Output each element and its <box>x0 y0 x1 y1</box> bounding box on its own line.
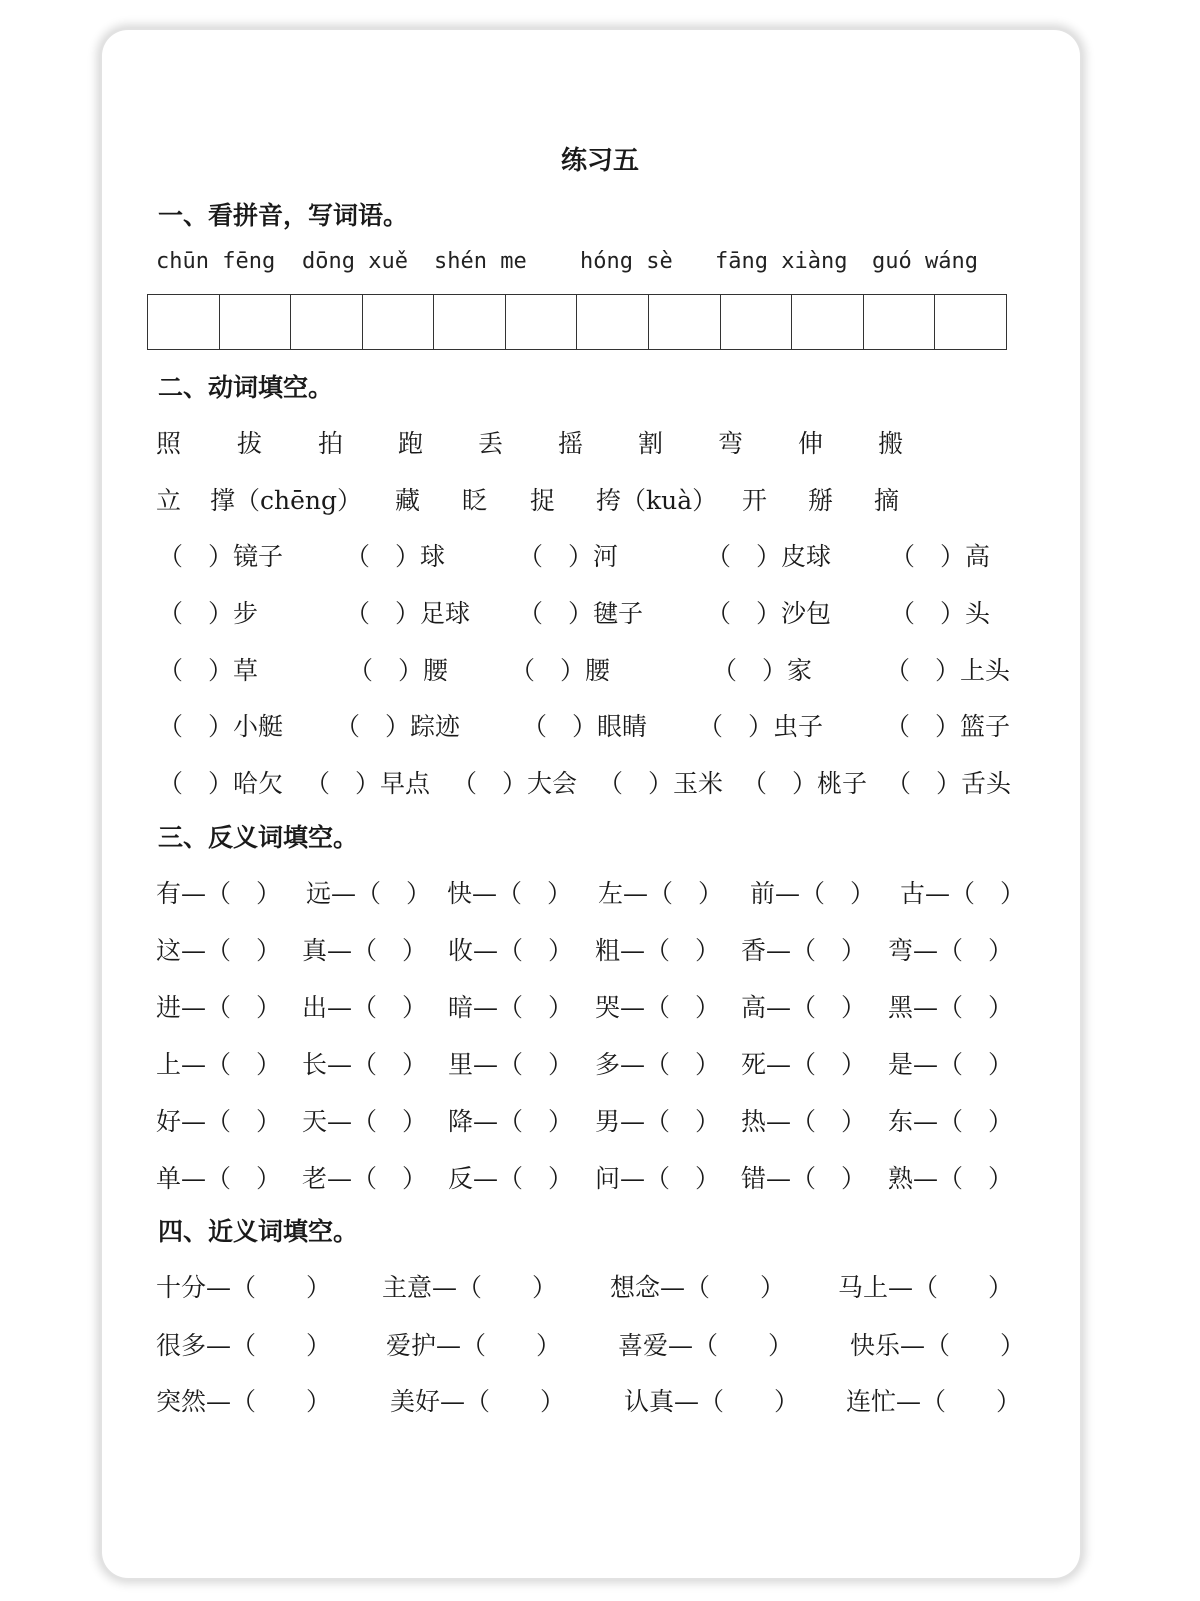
verb-item: 藏 <box>395 486 421 515</box>
fill-blank-item[interactable]: （ ）腰 <box>348 656 449 685</box>
antonym-item[interactable]: 热—（ ） <box>741 1107 867 1136</box>
verb-item: 照 <box>156 429 182 458</box>
fill-blank-item[interactable]: （ ）虫子 <box>698 712 824 741</box>
fill-blank-item[interactable]: （ ）镜子 <box>158 542 284 571</box>
fill-blank-item[interactable]: （ ）篮子 <box>885 712 1011 741</box>
verb-item: 跑 <box>398 429 424 458</box>
writing-box[interactable] <box>363 295 435 349</box>
synonym-item[interactable]: 快乐—（ ） <box>850 1331 1026 1360</box>
verb-item: 拍 <box>318 429 344 458</box>
synonym-item[interactable]: 想念—（ ） <box>610 1273 786 1302</box>
fill-blank-item[interactable]: （ ）玉米 <box>598 769 724 798</box>
synonym-item[interactable]: 很多—（ ） <box>156 1331 332 1360</box>
antonym-item[interactable]: 弯—（ ） <box>888 936 1014 965</box>
antonym-item[interactable]: 真—（ ） <box>302 936 428 965</box>
antonym-row <box>0 1159 1200 1199</box>
antonym-item[interactable]: 远—（ ） <box>306 879 432 908</box>
antonym-item[interactable]: 上—（ ） <box>156 1050 282 1079</box>
fill-blank-item[interactable]: （ ）哈欠 <box>158 769 284 798</box>
writing-box[interactable] <box>721 295 793 349</box>
antonym-item[interactable]: 多—（ ） <box>595 1050 721 1079</box>
fill-row <box>0 594 1200 634</box>
writing-box[interactable] <box>506 295 578 349</box>
antonym-item[interactable]: 哭—（ ） <box>595 993 721 1022</box>
pinyin-item: dōng xuě <box>302 249 408 274</box>
synonym-item[interactable]: 认真—（ ） <box>624 1387 800 1416</box>
fill-row <box>0 537 1200 577</box>
synonym-item[interactable]: 爱护—（ ） <box>386 1331 562 1360</box>
verb-item: 眨 <box>462 486 488 515</box>
antonym-row <box>0 874 1200 914</box>
fill-blank-item[interactable]: （ ）沙包 <box>706 599 832 628</box>
writing-box[interactable] <box>220 295 292 349</box>
antonym-item[interactable]: 出—（ ） <box>302 993 428 1022</box>
verb-item: 捉 <box>530 486 556 515</box>
verb-item: 立 <box>156 486 182 515</box>
verb-item: 搬 <box>878 429 904 458</box>
writing-box[interactable] <box>649 295 721 349</box>
fill-blank-item[interactable]: （ ）毽子 <box>518 599 644 628</box>
antonym-item[interactable]: 前—（ ） <box>750 879 876 908</box>
antonym-item[interactable]: 长—（ ） <box>302 1050 428 1079</box>
antonym-item[interactable]: 熟—（ ） <box>888 1164 1014 1193</box>
fill-blank-item[interactable]: （ ）高 <box>890 542 991 571</box>
antonym-row <box>0 1102 1200 1142</box>
antonym-row <box>0 931 1200 971</box>
pinyin-row <box>0 242 1200 282</box>
synonym-item[interactable]: 连忙—（ ） <box>846 1387 1022 1416</box>
antonym-item[interactable]: 老—（ ） <box>302 1164 428 1193</box>
writing-box[interactable] <box>577 295 649 349</box>
fill-blank-item[interactable]: （ ）河 <box>518 542 619 571</box>
fill-blank-item[interactable]: （ ）上头 <box>885 656 1011 685</box>
antonym-item[interactable]: 香—（ ） <box>741 936 867 965</box>
antonym-item[interactable]: 单—（ ） <box>156 1164 282 1193</box>
verb-row <box>0 481 1200 521</box>
antonym-item[interactable]: 快—（ ） <box>447 879 573 908</box>
antonym-row <box>0 1045 1200 1085</box>
fill-row <box>0 707 1200 747</box>
verb-item: 丢 <box>478 429 504 458</box>
verb-item: 撑（chēng） <box>210 486 363 515</box>
synonym-item[interactable]: 突然—（ ） <box>156 1387 332 1416</box>
antonym-row <box>0 988 1200 1028</box>
antonym-item[interactable]: 左—（ ） <box>598 879 724 908</box>
antonym-item[interactable]: 东—（ ） <box>888 1107 1014 1136</box>
fill-blank-item[interactable]: （ ）草 <box>158 656 259 685</box>
verb-item: 摇 <box>558 429 584 458</box>
synonym-item[interactable]: 美好—（ ） <box>390 1387 566 1416</box>
verb-item: 掰 <box>808 486 834 515</box>
verb-item: 弯 <box>718 429 744 458</box>
antonym-item[interactable]: 这—（ ） <box>156 936 282 965</box>
fill-blank-item[interactable]: （ ）皮球 <box>706 542 832 571</box>
synonym-row <box>0 1268 1200 1308</box>
section3-heading: 三、反义词填空。 <box>158 823 359 852</box>
section1-heading: 一、看拼音，写词语。 <box>158 201 409 230</box>
antonym-item[interactable]: 有—（ ） <box>156 879 282 908</box>
pinyin-item: guó wáng <box>872 249 978 274</box>
writing-box[interactable] <box>148 295 220 349</box>
fill-row <box>0 764 1200 804</box>
writing-box[interactable] <box>935 295 1006 349</box>
fill-blank-item[interactable]: （ ）小艇 <box>158 712 284 741</box>
writing-box[interactable] <box>291 295 363 349</box>
antonym-item[interactable]: 问—（ ） <box>595 1164 721 1193</box>
synonym-item[interactable]: 喜爱—（ ） <box>618 1331 794 1360</box>
fill-blank-item[interactable]: （ ）踪迹 <box>335 712 461 741</box>
verb-item: 摘 <box>874 486 900 515</box>
fill-blank-item[interactable]: （ ）舌头 <box>886 769 1012 798</box>
antonym-item[interactable]: 高—（ ） <box>741 993 867 1022</box>
antonym-item[interactable]: 降—（ ） <box>448 1107 574 1136</box>
fill-blank-item[interactable]: （ ）球 <box>345 542 446 571</box>
fill-blank-item[interactable]: （ ）家 <box>712 656 813 685</box>
antonym-item[interactable]: 天—（ ） <box>302 1107 428 1136</box>
antonym-item[interactable]: 暗—（ ） <box>448 993 574 1022</box>
fill-blank-item[interactable]: （ ）大会 <box>452 769 578 798</box>
antonym-item[interactable]: 是—（ ） <box>888 1050 1014 1079</box>
antonym-item[interactable]: 收—（ ） <box>448 936 574 965</box>
fill-blank-item[interactable]: （ ）头 <box>890 599 991 628</box>
verb-row <box>0 424 1200 464</box>
pinyin-item: fāng xiàng <box>715 249 848 274</box>
verb-item: 伸 <box>798 429 824 458</box>
fill-blank-item[interactable]: （ ）桃子 <box>742 769 868 798</box>
writing-box[interactable] <box>864 295 936 349</box>
writing-grid <box>147 294 1007 350</box>
page-title: 练习五 <box>560 146 639 176</box>
verb-item: 开 <box>742 486 768 515</box>
synonym-item[interactable]: 主意—（ ） <box>382 1273 558 1302</box>
synonym-item[interactable]: 十分—（ ） <box>156 1273 332 1302</box>
pinyin-item: shén me <box>434 249 527 274</box>
antonym-item[interactable]: 进—（ ） <box>156 993 282 1022</box>
fill-blank-item[interactable]: （ ）腰 <box>510 656 611 685</box>
fill-row <box>0 651 1200 691</box>
writing-box[interactable] <box>792 295 864 349</box>
antonym-item[interactable]: 古—（ ） <box>900 879 1026 908</box>
antonym-item[interactable]: 里—（ ） <box>448 1050 574 1079</box>
writing-box[interactable] <box>434 295 506 349</box>
pinyin-item: chūn fēng <box>156 249 276 274</box>
antonym-item[interactable]: 黑—（ ） <box>888 993 1014 1022</box>
antonym-item[interactable]: 错—（ ） <box>741 1164 867 1193</box>
synonym-row <box>0 1326 1200 1366</box>
antonym-item[interactable]: 好—（ ） <box>156 1107 282 1136</box>
synonym-row <box>0 1382 1200 1422</box>
antonym-item[interactable]: 男—（ ） <box>595 1107 721 1136</box>
antonym-item[interactable]: 反—（ ） <box>448 1164 574 1193</box>
fill-blank-item[interactable]: （ ）步 <box>158 599 259 628</box>
section2-heading: 二、动词填空。 <box>158 373 334 402</box>
verb-item: 拔 <box>237 429 263 458</box>
fill-blank-item[interactable]: （ ）早点 <box>305 769 431 798</box>
pinyin-item: hóng sè <box>580 249 673 274</box>
section4-heading: 四、近义词填空。 <box>158 1217 359 1246</box>
verb-item: 挎（kuà） <box>596 486 718 515</box>
antonym-item[interactable]: 死—（ ） <box>741 1050 867 1079</box>
fill-blank-item[interactable]: （ ）足球 <box>345 599 471 628</box>
synonym-item[interactable]: 马上—（ ） <box>838 1273 1014 1302</box>
antonym-item[interactable]: 粗—（ ） <box>595 936 721 965</box>
fill-blank-item[interactable]: （ ）眼睛 <box>522 712 648 741</box>
verb-item: 割 <box>638 429 664 458</box>
